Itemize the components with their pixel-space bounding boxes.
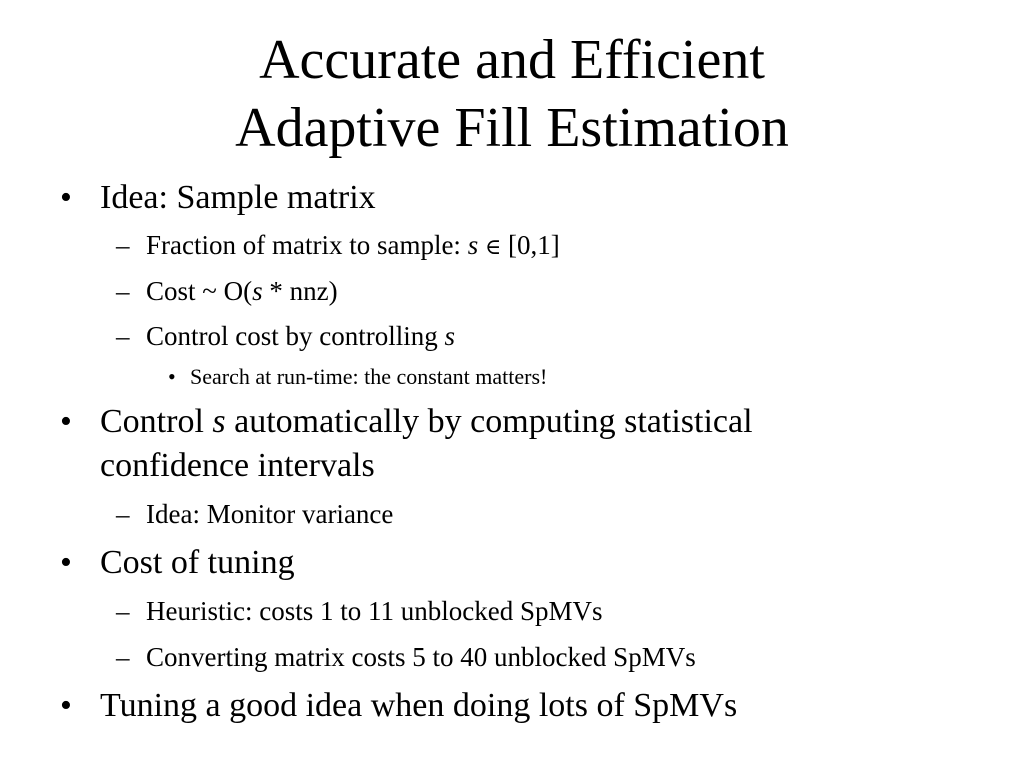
sub-bullet-marker: – <box>116 596 130 626</box>
bullet-text: Cost of tuning <box>100 544 295 581</box>
text-segment: Fraction of matrix to sample: <box>146 230 468 260</box>
sub-bullet-text: Heuristic: costs 1 to 11 unblocked SpMVs <box>146 596 603 626</box>
variable-s: s <box>252 276 263 306</box>
sub-bullet-text <box>146 320 455 352</box>
bullet-marker: • <box>60 687 72 724</box>
element-of-symbol: ∈ <box>484 235 502 260</box>
sub-sub-bullet-marker: • <box>168 364 176 389</box>
sub-bullet-text: Converting matrix costs 5 to 40 unblocked SpMVs <box>146 642 696 672</box>
sub-bullet-text: Idea: Monitor variance <box>146 499 394 529</box>
sub-bullet-marker: – <box>116 276 130 306</box>
bullet-text: Idea: Sample matrix <box>100 179 376 216</box>
variable-s: s <box>212 403 226 440</box>
bullet-text-continued: confidence intervals <box>100 447 375 484</box>
sub-bullet-marker: – <box>116 230 130 260</box>
bullet-marker: • <box>60 403 72 440</box>
sub-bullet-text <box>146 229 560 264</box>
bullet-text: Tuning a good idea when doing lots of SpMVs <box>100 687 738 724</box>
sub-sub-bullet-text: Search at run-time: the constant matters! <box>190 364 548 389</box>
text-segment: Control cost by controlling <box>146 321 445 351</box>
variable-s: s <box>444 321 455 351</box>
title-line-1: Accurate and Efficient <box>259 29 765 91</box>
text-segment: Control <box>100 403 213 440</box>
bullet-marker: • <box>60 544 72 581</box>
variable-s: s <box>467 230 479 260</box>
title-line-2: Adaptive Fill Estimation <box>235 97 789 159</box>
bullet-text <box>100 402 753 442</box>
sub-bullet-marker: – <box>116 499 130 529</box>
sub-bullet-marker: – <box>116 321 130 351</box>
text-segment: * nnz) <box>262 276 338 306</box>
sub-bullet-marker: – <box>116 642 130 672</box>
text-segment: automatically by computing statistical <box>225 403 753 440</box>
bullet-marker: • <box>60 179 72 216</box>
sub-bullet-text <box>146 275 338 307</box>
text-segment: Cost ~ O( <box>146 276 253 306</box>
text-segment: [0,1] <box>501 230 560 260</box>
